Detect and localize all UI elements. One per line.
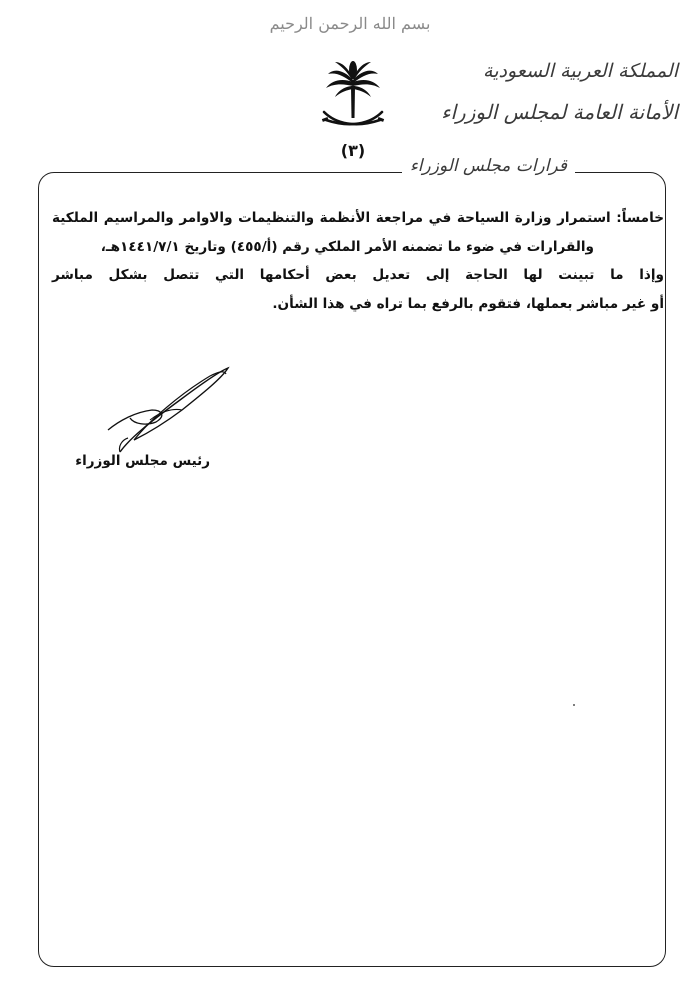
decision-text bbox=[52, 204, 664, 318]
scan-speck bbox=[573, 704, 575, 706]
page-number: (٣) bbox=[340, 141, 366, 160]
decision-line: وإذا ما تبينت لها الحاجة إلى تعديل بعض أحكامها التي تتصل بشكل مباشر bbox=[52, 267, 664, 283]
decision-line: خامساً: استمرار وزارة السياحة في مراجعة الأنظمة والتنظيمات والاوامر والمراسيم الملكية bbox=[52, 210, 664, 226]
document-type: قرارات مجلس الوزراء bbox=[402, 156, 575, 176]
decision-line: أو غير مباشر بعملها، فتقوم بالرفع بما تراه في هذا الشأن. bbox=[272, 295, 664, 312]
basmala: بسم الله الرحمن الرحيم bbox=[269, 14, 431, 33]
saudi-emblem-icon bbox=[318, 56, 388, 136]
decision-line: والقرارات في ضوء ما تضمنه الأمر الملكي رقم (أ/٤٥٥) وتاريخ ١٤٤١/٧/١هـ، bbox=[100, 238, 594, 255]
secretariat-name: الأمانة العامة لمجلس الوزراء bbox=[441, 100, 678, 124]
org-name: المملكة العربية السعودية bbox=[483, 60, 678, 82]
handwritten-signature bbox=[90, 360, 240, 460]
signer-title: رئيس مجلس الوزراء bbox=[75, 453, 210, 469]
